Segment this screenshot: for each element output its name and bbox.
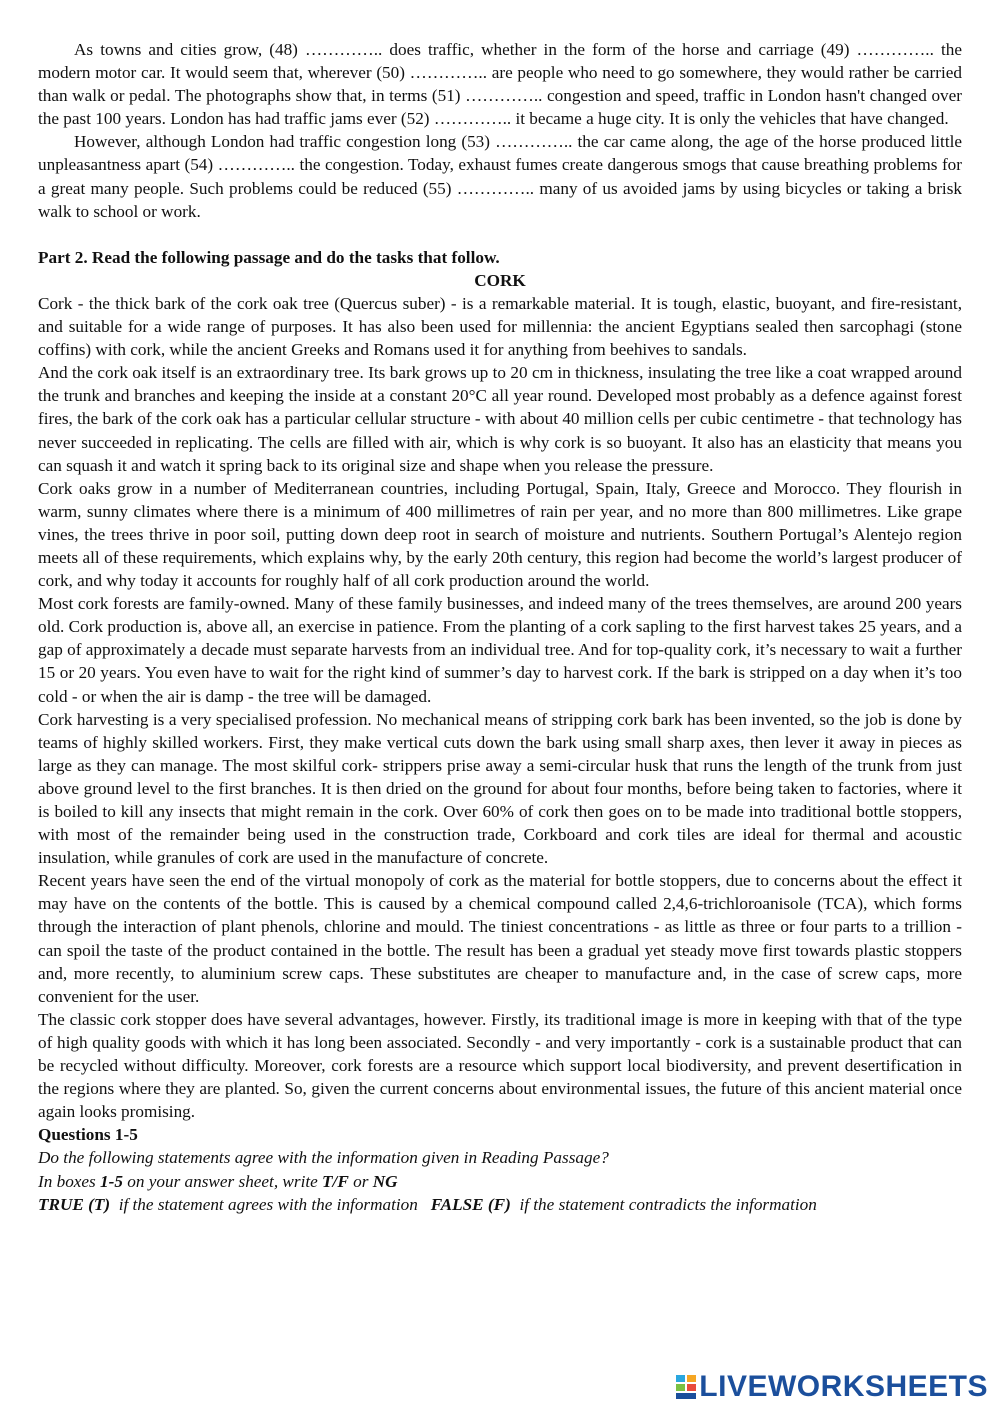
true-label: TRUE (T) (38, 1194, 111, 1214)
liveworksheets-logo (676, 1372, 988, 1402)
questions-heading: Questions 1-5 (38, 1125, 138, 1145)
passage-paragraph-1: Cork - the thick bark of the cork oak tree (Quercus suber) - is a remarkable material. It is tough, elastic, buoyant, and fire-resistant, and suitable for a wide range of purposes. It has also been used for millennia: the ancient Egyptians sealed then sarcophagi (stone coffins) with cork, while the ancient Greeks and Romans used it for anything from beehives to sandals. (38, 293, 962, 360)
passage-paragraph-2: And the cork oak itself is an extraordinary tree. Its bark grows up to 20 cm in thickness, insulating the tree like a coat wrapped around the trunk and branches and keeping the inside at a constant 20°C all year round. Developed most probably as a defence against forest fires, the bark of the cork oak has a particular cellular structure - with about 40 million cells per cubic centimetre - that technology has never succeeded in replicating. The cells are filled with air, which is why cork is so buoyant. It also has an elasticity that means you can squash it and watch it spring back to its original size and shape when you release the pressure. (38, 363, 962, 475)
instructions-line-1: Do the following statements agree with the information given in Reading Passage? (38, 1148, 609, 1168)
true-description: if the statement agrees with the information (110, 1194, 431, 1214)
instructions-text: on your answer sheet, write (122, 1171, 323, 1191)
liveworksheets-mark-icon (676, 1375, 696, 1399)
passage-paragraph-7: The classic cork stopper does have several advantages, however. Firstly, its traditional image is more in keeping with that of the type of high quality goods with which it has long been associated. Secondly - and very importantly - cork is a sustainable product that can be recycled without difficulty. Moreover, cork forests are a resource which support local biodiversity, and prevent desertification in the regions where they are planted. So, given the current concerns about environmental issues, the future of this ancient material once again looks promising. (38, 1009, 962, 1122)
part2-heading: Part 2. Read the following passage and do the tasks that follow. (38, 247, 500, 267)
passage-paragraph-3: Cork oaks grow in a number of Mediterranean countries, including Portugal, Spain, Italy, Greece and Morocco. They flourish in warm, sunny climates where there is a minimum of 400 millimetres of rain per year, and no more than 800 millimetres. Like grape vines, the trees thrive in poor soil, putting down deep root in search of moisture and nutrients. Southern Portugal’s Alentejo region meets all of these requirements, which explains why, by the early 20th century, this region had become the world’s largest producer of cork, and why today it accounts for roughly half of all cork production around the world. (38, 478, 962, 591)
answer-option-ng: NG (372, 1171, 398, 1191)
cloze-paragraph-2: However, although London had traffic congestion long (53) ………….. the car came along, the age of the horse produced little unpleasantness apart (54) ………….. the congestion. Today, exhaust fumes create dangerous smogs that cause breathing problems for a great many people. Such problems could be reduced (55) ………….. many of us avoided jams by using bicycles or taking a brisk walk to school or work. (38, 132, 962, 221)
answer-key-line (38, 1193, 962, 1216)
passage-paragraph-5: Cork harvesting is a very specialised profession. No mechanical means of stripping cork bark has been invented, so the job is done by teams of highly skilled workers. First, they make vertical cuts down the bark using small sharp axes, then lever it away in pieces as large as they can manage. The most skilful cork- strippers prise away a semi-circular husk that runs the length of the trunk from just above ground level to the first branches. It is then dried on the ground for about four months, before being taken to factories, where it is boiled to kill any insects that might remain in the cork. Over 60% of cork then goes on to be made into traditional bottle stoppers, with most of the remainder being used in the construction trade, Corkboard and cork tiles are ideal for thermal and acoustic insulation, while granules of cork are used in the manufacture of concrete. (38, 709, 962, 868)
worksheet-content (38, 38, 962, 1216)
instructions-text: or (348, 1171, 373, 1191)
passage-paragraph-6: Recent years have seen the end of the virtual monopoly of cork as the material for bottle stoppers, due to concerns about the effect it may have on the contents of the bottle. This is caused by a chemical compound called 2,4,6-trichloroanisole (TCA), which forms through the interaction of plant phenols, chlorine and mould. The tiniest concentrations - as little as three or four parts to a trillion - can spoil the taste of the product contained in the bottle. The result has been a gradual yet steady move first towards plastic stoppers and, more recently, to aluminium screw caps. These substitutes are cheaper to manufacture and, in the case of screw caps, more convenient for the user. (38, 871, 962, 1006)
false-label: FALSE (F) (430, 1194, 511, 1214)
passage-paragraph-4: Most cork forests are family-owned. Many of these family businesses, and indeed many of the trees themselves, are around 200 years old. Cork production is, above all, an exercise in patience. From the planting of a cork sapling to the first harvest takes 25 years, and a gap of approximately a decade must separate harvests from an individual tree. And for top-quality cork, it’s necessary to wait a further 15 or 20 years. You even have to wait for the right kind of summer’s day to harvest cork. If the bark is stripped on a day when it’s too cold - or when the air is damp - the tree will be damaged. (38, 594, 962, 706)
passage-title: CORK (474, 270, 526, 290)
instructions-text: In boxes (38, 1171, 101, 1191)
answer-option-tf: T/F (322, 1171, 349, 1191)
section-gap (38, 223, 962, 246)
cloze-paragraph-1: As towns and cities grow, (48) ………….. does traffic, whether in the form of the horse and carriage (49) ………….. the modern motor car. It would seem that, wherever (50) ………….. are people who need to go somewhere, they would rather be carried than walk or pedal. The photographs show that, in terms (51) ………….. congestion and speed, traffic in London hasn't changed over the past 100 years. London has had traffic jams ever (52) ………….. it became a huge city. It is only the vehicles that have changed. (38, 40, 962, 129)
liveworksheets-wordmark: LIVEWORKSHEETS (699, 1370, 988, 1403)
box-range: 1-5 (100, 1171, 123, 1191)
false-description: if the statement contradicts the information (510, 1194, 817, 1214)
instructions-line-2 (38, 1170, 962, 1193)
